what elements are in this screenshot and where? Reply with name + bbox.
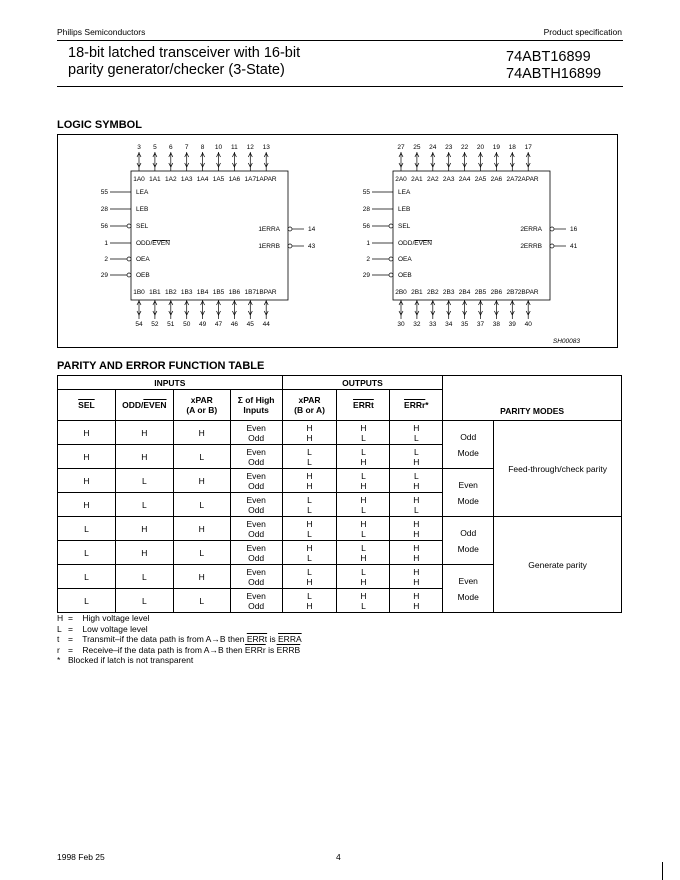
top-signal-label: 2A1 — [411, 176, 423, 183]
table-row — [58, 517, 622, 541]
cell-xpar-in: H — [173, 517, 230, 541]
inversion-bubble-icon — [550, 244, 554, 248]
inversion-bubble-icon — [127, 273, 131, 277]
cell-errr: H H — [390, 517, 443, 541]
bottom-pin-number: 46 — [230, 321, 239, 328]
group-inputs: INPUTS — [58, 376, 283, 390]
left-pin-number: 1 — [104, 240, 108, 247]
cell-errt: L H — [337, 445, 390, 469]
bottom-pin-number: 50 — [183, 321, 191, 328]
cell-sel: L — [58, 517, 116, 541]
cell-sum-high: Even Odd — [230, 493, 282, 517]
cell-odd-even: H — [115, 445, 173, 469]
bottom-signal-label: 1BPAR — [255, 289, 277, 296]
bottom-pin-number: 45 — [246, 321, 254, 328]
left-signal-label: OEA — [136, 256, 150, 263]
top-signal-label: 1A6 — [228, 176, 241, 183]
left-pin-number: 1 — [366, 240, 370, 247]
mode-generate: Generate parity — [494, 517, 622, 613]
bottom-signal-label: 2B6 — [490, 289, 503, 296]
left-signal-label: OEB — [398, 272, 412, 279]
cell-xpar-out: L L — [282, 493, 337, 517]
inversion-bubble-icon — [288, 244, 292, 248]
top-pin-number: 12 — [246, 144, 254, 151]
bottom-signal-label: 1B1 — [149, 289, 161, 296]
cell-errt: H L — [337, 421, 390, 445]
cell-sel: H — [58, 469, 116, 493]
bottom-signal-label: 2B0 — [395, 289, 407, 296]
top-signal-label: 1A0 — [133, 176, 145, 183]
bottom-signal-label: 1B3 — [180, 289, 193, 296]
cell-xpar-in: H — [173, 421, 230, 445]
even-overline-label: EVEN — [152, 240, 170, 247]
cell-xpar-out: L L — [282, 445, 337, 469]
col-errr: ERRr* — [390, 390, 443, 421]
bottom-pin-number: 33 — [429, 321, 437, 328]
doc-title-line2: parity generator/checker (3-State) — [68, 62, 285, 78]
top-pin-number: 7 — [184, 144, 189, 151]
bottom-signal-label: 1B4 — [196, 289, 209, 296]
cell-xpar-out: H H — [282, 421, 337, 445]
legend-star: * Blocked if latch is not transparent — [57, 655, 194, 665]
top-signal-label: 2A3 — [442, 176, 455, 183]
mode-feed-through: Feed-through/check parity — [494, 421, 622, 517]
cell-sel: H — [58, 445, 116, 469]
odd-label: ODD/ — [136, 240, 153, 247]
cell-sum-high: Even Odd — [230, 469, 282, 493]
top-pin-number: 3 — [137, 144, 141, 151]
cell-errt: H L — [337, 493, 390, 517]
cell-odd-even: L — [115, 589, 173, 613]
right-pin-number: 41 — [570, 243, 578, 250]
even-overline-label: EVEN — [414, 240, 432, 247]
bottom-pin-number: 38 — [492, 321, 501, 328]
col-sel: $\overline{SEL}$ — [58, 390, 116, 421]
cell-errr: H H — [390, 541, 443, 565]
bottom-pin-number: 54 — [135, 321, 143, 328]
col-xpar-out: xPAR (B or A) — [282, 390, 337, 421]
bottom-pin-number: 37 — [476, 321, 485, 328]
col-sum-high: Σ of High Inputs — [230, 390, 282, 421]
cell-xpar-out: H L — [282, 541, 337, 565]
cell-errt: H L — [337, 589, 390, 613]
bottom-signal-label: 1B7 — [244, 289, 257, 296]
cell-xpar-in: L — [173, 445, 230, 469]
bottom-pin-number: 32 — [413, 321, 421, 328]
cell-errr: H H — [390, 589, 443, 613]
mode-even: Even Mode — [443, 565, 494, 613]
top-signal-label: 2APAR — [517, 176, 539, 183]
bottom-signal-label: 2B4 — [458, 289, 471, 296]
bottom-signal-label: 2B3 — [442, 289, 455, 296]
top-pin-number: 27 — [397, 144, 405, 151]
cell-xpar-in: L — [173, 493, 230, 517]
cell-sel: L — [58, 541, 116, 565]
left-pin-number: 2 — [104, 256, 108, 263]
bottom-signal-label: 1B6 — [228, 289, 241, 296]
logic-block-box — [131, 171, 288, 300]
bottom-pin-number: 44 — [262, 321, 270, 328]
inversion-bubble-icon — [288, 227, 292, 231]
right-pin-number: 43 — [308, 243, 316, 250]
doc-title-line1: 18-bit latched transceiver with 16-bit — [68, 45, 301, 61]
bottom-signal-label: 2B7 — [506, 289, 519, 296]
footer-date: 1998 Feb 25 — [57, 852, 105, 862]
inversion-bubble-icon — [550, 227, 554, 231]
cell-xpar-out: H L — [282, 517, 337, 541]
bottom-pin-number: 52 — [151, 321, 159, 328]
right-pin-number: 16 — [570, 226, 578, 233]
error-signal-label: 1ERRA — [258, 226, 280, 233]
cell-odd-even: L — [115, 469, 173, 493]
legend-h: H = High voltage level — [57, 613, 150, 623]
bottom-pin-number: 39 — [508, 321, 516, 328]
left-pin-number: 28 — [362, 206, 370, 213]
error-signal-label: 2ERRB — [520, 243, 542, 250]
parity-error-table — [57, 375, 622, 613]
top-signal-label: 1A1 — [149, 176, 161, 183]
top-pin-number: 25 — [413, 144, 421, 151]
cell-odd-even: L — [115, 493, 173, 517]
inversion-bubble-icon — [389, 224, 393, 228]
left-signal-label: SEL — [398, 223, 411, 230]
left-signal-label: LEB — [136, 206, 149, 213]
cell-errt: L H — [337, 469, 390, 493]
cell-xpar-out: H H — [282, 469, 337, 493]
bottom-signal-label: 2B1 — [411, 289, 423, 296]
logic-block-box — [393, 171, 550, 300]
cell-errt: L H — [337, 541, 390, 565]
top-signal-label: 2A2 — [427, 176, 439, 183]
bottom-pin-number: 51 — [167, 321, 175, 328]
col-odd-even: ODD/EVEN — [115, 390, 173, 421]
top-signal-label: 1A5 — [212, 176, 225, 183]
top-pin-number: 20 — [476, 144, 485, 151]
logic-symbol-heading: LOGIC SYMBOL — [57, 119, 142, 131]
cell-xpar-in: H — [173, 469, 230, 493]
cell-sum-high: Even Odd — [230, 589, 282, 613]
table-row — [58, 421, 622, 445]
legend-r: r = Receive–if the data path is from A→B then ERRr is ERRB — [57, 644, 301, 655]
left-signal-label: LEB — [398, 206, 411, 213]
left-signal-label: LEA — [398, 189, 411, 196]
col-errt: ERRt — [337, 390, 390, 421]
cell-errt: H L — [337, 517, 390, 541]
inversion-bubble-icon — [127, 257, 131, 261]
cell-errr: H L — [390, 421, 443, 445]
top-pin-number: 10 — [214, 144, 223, 151]
bottom-pin-number: 40 — [524, 321, 532, 328]
left-signal-label: OEA — [398, 256, 412, 263]
crop-mark — [662, 862, 663, 880]
bottom-signal-label: 1B5 — [212, 289, 225, 296]
top-pin-number: 11 — [231, 144, 238, 151]
bottom-signal-label: 1B0 — [133, 289, 145, 296]
cell-odd-even: H — [115, 517, 173, 541]
cell-xpar-out: L H — [282, 589, 337, 613]
top-signal-label: 2A7 — [506, 176, 519, 183]
left-signal-label: SEL — [136, 223, 149, 230]
error-signal-label: 1ERRB — [258, 243, 280, 250]
top-pin-number: 6 — [168, 144, 173, 151]
cell-odd-even: H — [115, 421, 173, 445]
cell-sum-high: Even Odd — [230, 445, 282, 469]
logic-block-2 — [363, 144, 578, 328]
left-signal-label — [398, 240, 432, 247]
top-signal-label: 1A4 — [196, 176, 209, 183]
top-pin-number: 18 — [508, 144, 516, 151]
inversion-bubble-icon — [127, 224, 131, 228]
left-signal-label: OEB — [136, 272, 150, 279]
cell-xpar-in: L — [173, 541, 230, 565]
cell-sel: H — [58, 493, 116, 517]
top-signal-label: 2A4 — [458, 176, 471, 183]
bottom-pin-number: 34 — [445, 321, 453, 328]
cell-sel: H — [58, 421, 116, 445]
cell-errr: H L — [390, 493, 443, 517]
top-signal-label: 1A7 — [244, 176, 257, 183]
legend-l: L = Low voltage level — [57, 623, 148, 634]
left-pin-number: 55 — [100, 189, 108, 196]
left-pin-number: 2 — [366, 256, 370, 263]
cell-errr: H H — [390, 565, 443, 589]
logic-symbol-diagram — [0, 0, 680, 360]
bottom-signal-label: 2B2 — [427, 289, 439, 296]
bottom-pin-number: 35 — [460, 321, 469, 328]
bottom-pin-number: 30 — [397, 321, 405, 328]
top-signal-label: 2A5 — [474, 176, 487, 183]
mode-odd: Odd Mode — [443, 421, 494, 469]
top-pin-number: 23 — [445, 144, 453, 151]
inversion-bubble-icon — [389, 273, 393, 277]
cell-odd-even: L — [115, 565, 173, 589]
top-pin-number: 5 — [153, 144, 157, 151]
right-pin-number: 14 — [308, 226, 316, 233]
part-number-2: 74ABTH16899 — [506, 66, 602, 82]
left-signal-label — [136, 240, 170, 247]
cell-errr: L H — [390, 445, 443, 469]
top-pin-number: 24 — [429, 144, 437, 151]
top-pin-number: 22 — [460, 144, 469, 151]
bottom-pin-number: 49 — [198, 321, 207, 328]
table-legend — [57, 613, 302, 666]
top-pin-number: 8 — [200, 144, 205, 151]
table-heading: PARITY AND ERROR FUNCTION TABLE — [57, 360, 265, 372]
footer-page: 4 — [336, 852, 341, 862]
drawing-ref: SH00083 — [552, 338, 580, 345]
cell-sum-high: Even Odd — [230, 517, 282, 541]
cell-sum-high: Even Odd — [230, 565, 282, 589]
odd-label: ODD/ — [398, 240, 415, 247]
legend-t: t = Transmit–if the data path is from A→B then ERRt is ERRA — [57, 634, 302, 644]
top-pin-number: 13 — [262, 144, 270, 151]
bottom-signal-label: 2BPAR — [517, 289, 539, 296]
inversion-bubble-icon — [389, 257, 393, 261]
left-pin-number: 56 — [100, 223, 108, 230]
top-signal-label: 2A0 — [395, 176, 407, 183]
mode-odd: Odd Mode — [443, 517, 494, 565]
left-pin-number: 55 — [362, 189, 370, 196]
left-pin-number: 56 — [362, 223, 370, 230]
cell-sum-high: Even Odd — [230, 541, 282, 565]
cell-errr: L H — [390, 469, 443, 493]
top-pin-number: 17 — [524, 144, 532, 151]
top-signal-label: 2A6 — [490, 176, 503, 183]
left-pin-number: 28 — [100, 206, 108, 213]
left-pin-number: 29 — [362, 272, 370, 279]
left-pin-number: 29 — [100, 272, 108, 279]
col-parity-modes: PARITY MODES — [443, 376, 622, 421]
top-signal-label: 1APAR — [255, 176, 277, 183]
cell-xpar-out: L H — [282, 565, 337, 589]
part-number-1: 74ABT16899 — [506, 49, 591, 65]
bottom-pin-number: 47 — [214, 321, 223, 328]
mode-even: Even Mode — [443, 469, 494, 517]
top-signal-label: 1A3 — [180, 176, 193, 183]
cell-sum-high: Even Odd — [230, 421, 282, 445]
top-signal-label: 1A2 — [165, 176, 177, 183]
bottom-signal-label: 2B5 — [474, 289, 487, 296]
top-pin-number: 19 — [492, 144, 501, 151]
company-name: Philips Semiconductors — [57, 27, 146, 37]
cell-xpar-in: H — [173, 565, 230, 589]
cell-errt: L H — [337, 565, 390, 589]
bottom-signal-label: 1B2 — [165, 289, 177, 296]
left-signal-label: LEA — [136, 189, 149, 196]
cell-xpar-in: L — [173, 589, 230, 613]
logic-block-1 — [101, 144, 316, 328]
cell-sel: L — [58, 589, 116, 613]
group-outputs: OUTPUTS — [282, 376, 443, 390]
col-xpar-in: xPAR (A or B) — [173, 390, 230, 421]
cell-sel: L — [58, 565, 116, 589]
error-signal-label: 2ERRA — [520, 226, 542, 233]
cell-odd-even: H — [115, 541, 173, 565]
doc-type: Product specification — [543, 27, 622, 37]
